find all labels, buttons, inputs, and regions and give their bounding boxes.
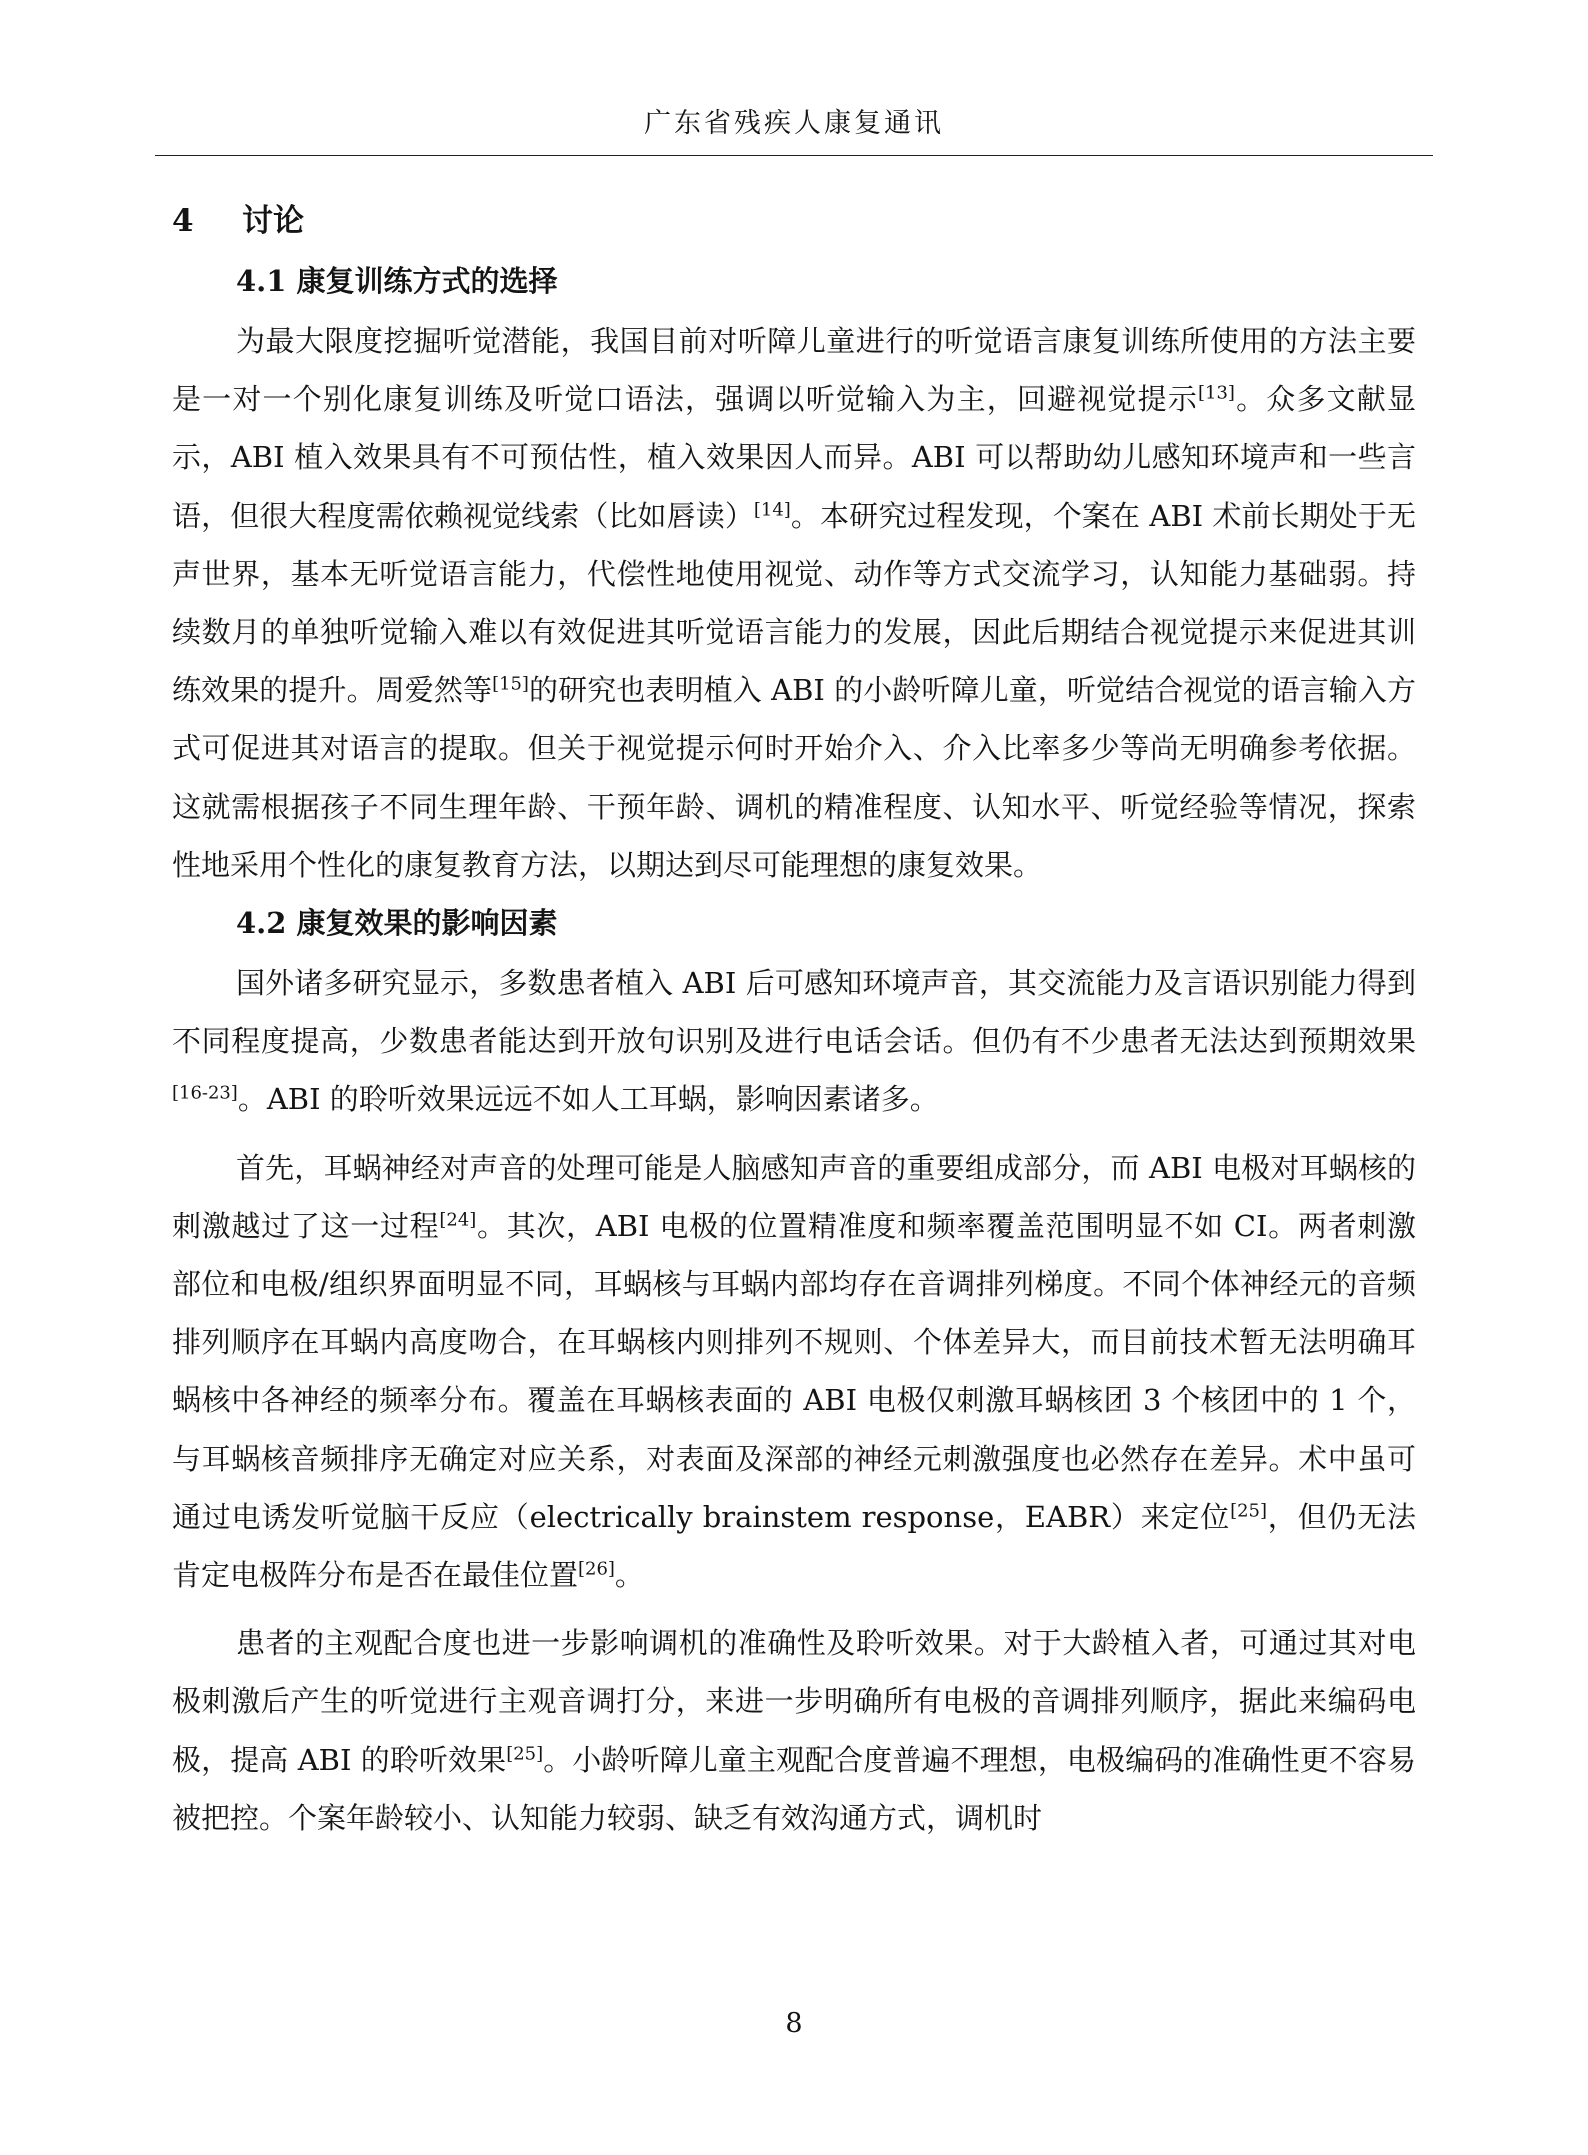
subsection-heading-4-2: 4.2 康复效果的影响因素	[236, 906, 558, 941]
citation-marker: [16-23]	[172, 1082, 238, 1104]
citation-marker: [26]	[578, 1558, 615, 1580]
header-rule	[155, 155, 1433, 156]
section-title: 讨论	[242, 203, 304, 239]
section-heading	[172, 192, 1416, 250]
paragraph: 患者的主观配合度也进一步影响调机的准确性及聆听效果。对于大龄植入者，可通过其对电极刺激后产生的听觉进行主观音调打分，来进一步明确所有电极的音调排列顺序，据此来编码电极，提高 ABI 的聆听效果[25]。小龄听障儿童主观配合度普遍不理想，电极编码的准确性更不容易被把控。个案年龄较小、认知能力较弱、缺乏有效沟通方式，调机时	[172, 1626, 1416, 1835]
citation-marker: [13]	[1198, 382, 1235, 404]
paragraph: 国外诸多研究显示，多数患者植入 ABI 后可感知环境声音，其交流能力及言语识别能力得到不同程度提高，少数患者能达到开放句识别及进行电话会话。但仍有不少患者无法达到预期效果[16-23]。ABI 的聆听效果远远不如人工耳蜗，影响因素诸多。	[172, 966, 1416, 1117]
journal-header: 广东省残疾人康复通讯	[644, 108, 944, 139]
section-number: 4	[172, 203, 194, 239]
page-number: 8	[785, 2008, 803, 2039]
citation-marker: [15]	[492, 673, 529, 695]
citation-marker: [25]	[1230, 1500, 1267, 1522]
citation-marker: [24]	[439, 1209, 477, 1231]
citation-marker: [14]	[753, 498, 791, 520]
body-content	[172, 192, 1416, 1847]
paragraph: 为最大限度挖掘听觉潜能，我国目前对听障儿童进行的听觉语言康复训练所使用的方法主要是一对一个别化康复训练及听觉口语法，强调以听觉输入为主，回避视觉提示[13]。众多文献显示，ABI 植入效果具有不可预估性，植入效果因人而异。ABI 可以帮助幼儿感知环境声和一些言语，但很大程度需依赖视觉线索（比如唇读）[14]。本研究过程发现，个案在 ABI 术前长期处于无声世界，基本无听觉语言能力，代偿性地使用视觉、动作等方式交流学习，认知能力基础弱。持续数月的单独听觉输入难以有效促进其听觉语言能力的发展，因此后期结合视觉提示来促进其训练效果的提升。周爱然等[15]的研究也表明植入 ABI 的小龄听障儿童，听觉结合视觉的语言输入方式可促进其对语言的提取。但关于视觉提示何时开始介入、介入比率多少等尚无明确参考依据。这就需根据孩子不同生理年龄、干预年龄、调机的精准程度、认知水平、听觉经验等情况，探索性地采用个性化的康复教育方法，以期达到尽可能理想的康复效果。	[172, 324, 1416, 882]
paragraph: 首先，耳蜗神经对声音的处理可能是人脑感知声音的重要组成部分，而 ABI 电极对耳蜗核的刺激越过了这一过程[24]。其次，ABI 电极的位置精准度和频率覆盖范围明显不如 CI。两者刺激部位和电极/组织界面明显不同，耳蜗核与耳蜗内部均存在音调排列梯度。不同个体神经元的音频排列顺序在耳蜗内高度吻合，在耳蜗核内则排列不规则、个体差异大，而目前技术暂无法明确耳蜗核中各神经的频率分布。覆盖在耳蜗核表面的 ABI 电极仅刺激耳蜗核团 3 个核团中的 1 个，与耳蜗核音频排序无确定对应关系，对表面及深部的神经元刺激强度也必然存在差异。术中虽可通过电诱发听觉脑干反应（electrically brainstem response，EABR）来定位[25]，但仍无法肯定电极阵分布是否在最佳位置[26]。	[172, 1150, 1416, 1593]
citation-marker: [25]	[506, 1743, 544, 1765]
subsection-heading-4-1: 4.1 康复训练方式的选择	[236, 264, 558, 298]
